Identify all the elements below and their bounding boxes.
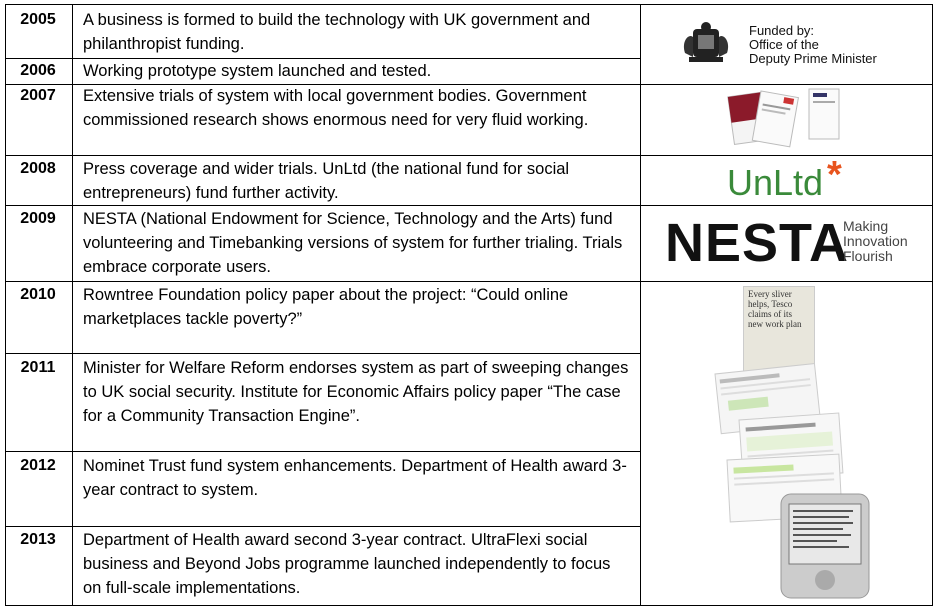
- row-divider: [5, 353, 641, 354]
- unltd-wordmark: UnLtd: [727, 162, 824, 203]
- description-cell: Minister for Welfare Reform endorses system as part of sweeping changes to UK social security. Institute for Economic Affairs policy paper “The case for a Community Transaction Engine”.: [83, 359, 629, 425]
- dpm-line: Funded by:: [749, 23, 815, 38]
- research-documents-image: [641, 85, 932, 155]
- description-cell: Working prototype system launched and tested.: [83, 62, 432, 80]
- nesta-tagline: Flourish: [843, 248, 893, 264]
- press-headline: helps, Tesco: [748, 299, 793, 309]
- press-headline: Every sliver: [748, 289, 792, 299]
- press-headline: claims of its: [748, 309, 792, 319]
- year-cell: 2005: [20, 11, 56, 28]
- row-divider: [5, 526, 641, 527]
- year-cell: 2009: [20, 210, 56, 227]
- column-divider-year: [72, 4, 73, 606]
- description-cell: Rowntree Foundation policy paper about the project: “Could online marketplaces tackle poverty?”: [83, 286, 569, 328]
- description-cell: Department of Health award second 3-year contract. UltraFlexi social business and Beyond Jobs programme launched independently to focus on full-scale implementations.: [83, 531, 611, 597]
- nesta-logo: [641, 206, 932, 281]
- description-cell: NESTA (National Endowment for Science, Technology and the Arts) fund volunteering and Timebanking versions of system for further trialing. Trials embrace corporate users.: [83, 210, 623, 276]
- description-cell: Press coverage and wider trials. UnLtd (the national fund for social entrepreneurs) fund further activity.: [83, 160, 570, 202]
- dpm-line: Office of the: [749, 37, 819, 52]
- year-cell: 2012: [20, 457, 56, 474]
- press-headline: new work plan: [748, 319, 802, 329]
- nesta-wordmark: NESTA: [665, 213, 850, 273]
- description-cell: Extensive trials of system with local government bodies. Government commissioned research shows enormous need for very fluid working.: [83, 87, 589, 129]
- dpm-logo: [641, 5, 932, 84]
- nesta-tagline: Making: [843, 218, 889, 234]
- description-cell: A business is formed to build the technology with UK government and philanthropist funding.: [83, 11, 591, 53]
- year-cell: 2006: [20, 62, 56, 79]
- nesta-tagline: Innovation: [843, 233, 908, 249]
- press-and-screens-collage: [641, 282, 932, 605]
- row-divider: [5, 451, 641, 452]
- description-cell: Nominet Trust fund system enhancements. Department of Health award 3-year contract to system.: [83, 457, 627, 499]
- year-cell: 2008: [20, 160, 56, 177]
- dpm-line: Deputy Prime Minister: [749, 51, 877, 66]
- year-cell: 2007: [20, 87, 56, 104]
- unltd-star-icon: *: [827, 156, 842, 196]
- year-cell: 2013: [20, 531, 56, 548]
- unltd-logo: [641, 156, 932, 205]
- year-cell: 2011: [20, 359, 56, 376]
- year-cell: 2010: [20, 286, 56, 303]
